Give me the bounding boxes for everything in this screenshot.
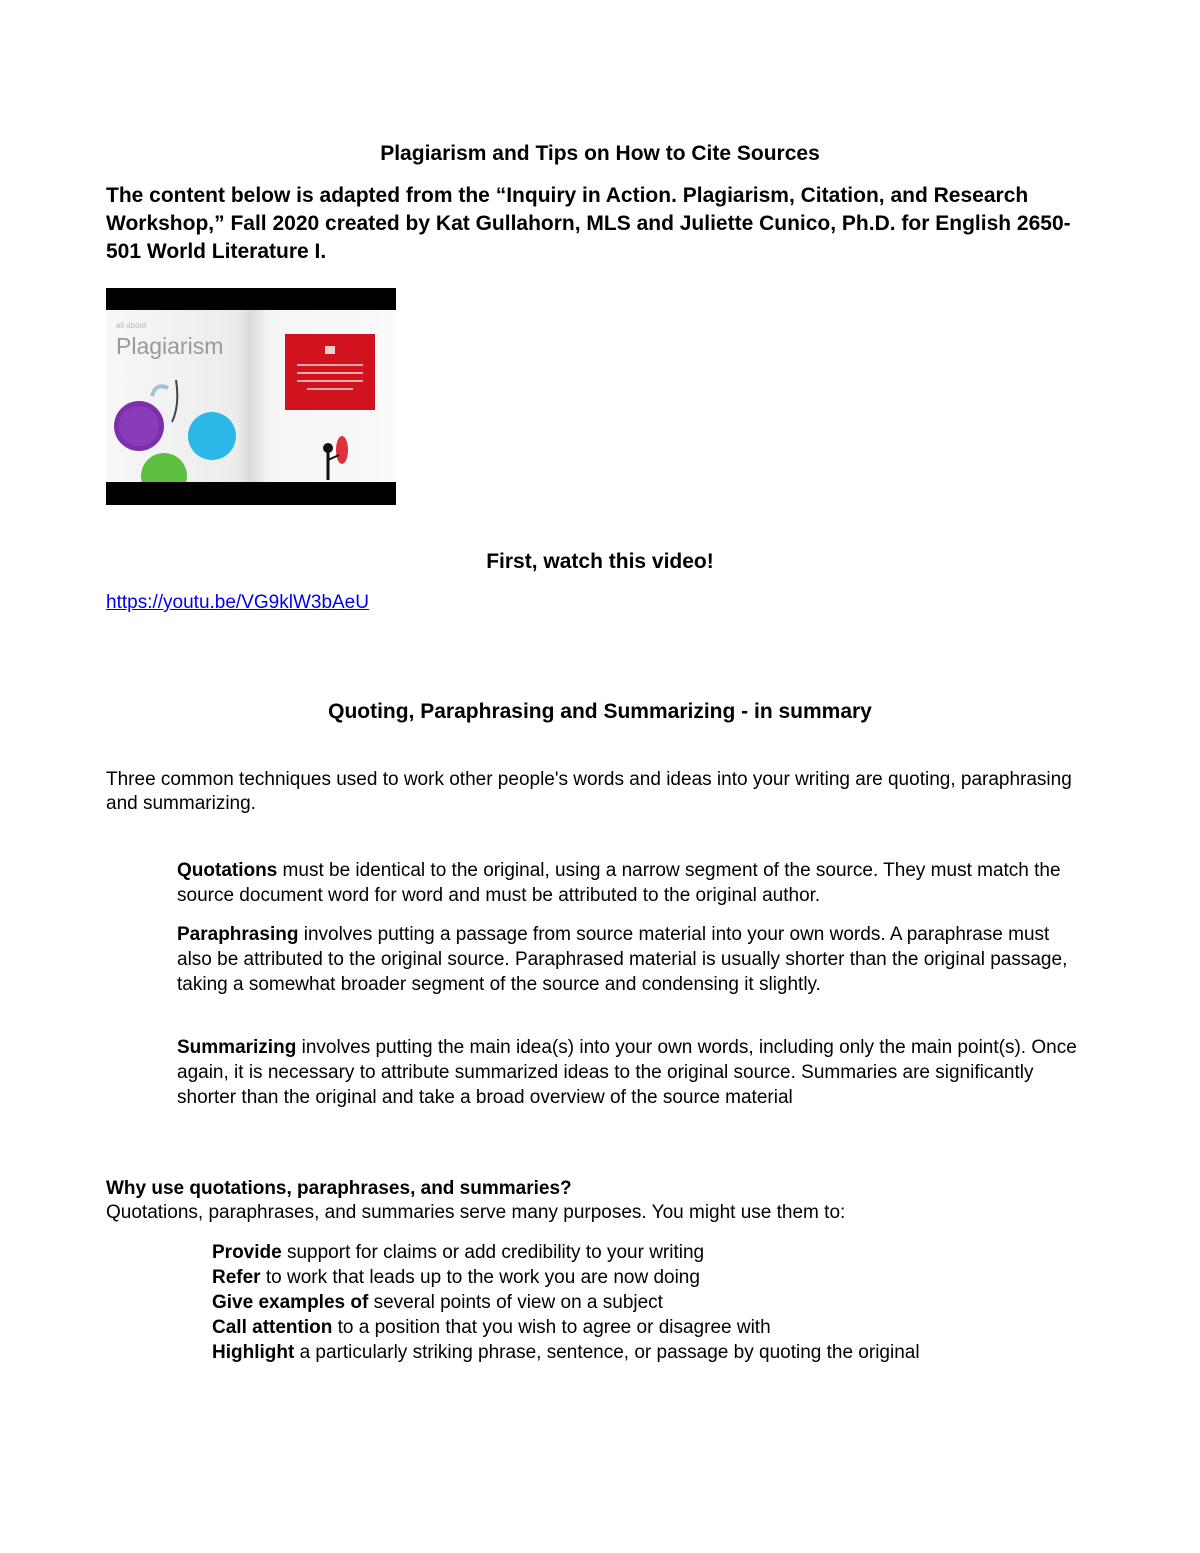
use-text: support for claims or add credibility to your writing — [281, 1242, 705, 1263]
definition-quotations — [177, 858, 1087, 908]
video-thumbnail[interactable] — [106, 288, 396, 505]
use-term: Call attention — [212, 1317, 333, 1338]
why-intro: Quotations, paraphrases, and summaries serve many purposes. You might use them to: — [106, 1202, 846, 1223]
thumbnail-left-illustration — [106, 310, 251, 482]
use-text: to a position that you wish to agree or disagree with — [332, 1317, 771, 1338]
definition-paraphrasing — [177, 922, 1087, 997]
thumbnail-heading: Plagiarism — [116, 333, 224, 359]
use-text: a particularly striking phrase, sentence, or passage by quoting the original — [294, 1342, 920, 1363]
thumbnail-left-page — [106, 310, 251, 482]
list-item — [212, 1340, 920, 1365]
definition-term: Summarizing — [177, 1037, 297, 1058]
use-term: Refer — [212, 1267, 261, 1288]
red-box-icon — [325, 346, 335, 354]
document-title: Plagiarism and Tips on How to Cite Sources — [380, 142, 820, 165]
list-item — [212, 1240, 920, 1265]
why-heading: Why use quotations, paraphrases, and summaries? — [106, 1178, 572, 1199]
definition-term: Paraphrasing — [177, 924, 299, 945]
section-intro: Three common techniques used to work other people's words and ideas into your writing are quoting, paraphrasing and summarizing. — [106, 769, 1072, 814]
intro-paragraph: The content below is adapted from the “Inquiry in Action. Plagiarism, Citation, and Research Workshop,” Fall 2020 created by Kat Gullahorn, MLS and Juliette Cunico, Ph.D. for English 2650-501 World Literature I. — [106, 184, 1071, 263]
use-text: several points of view on a subject — [368, 1292, 663, 1313]
purple-circle-inner — [119, 406, 159, 446]
thumbnail-right-page — [251, 310, 396, 482]
list-item — [212, 1265, 920, 1290]
definition-text: involves putting the main idea(s) into your own words, including only the main point(s). Once again, it is necessary to attribute summarized ideas to the original source. Summaries are significantly shorter than the original and take a broad overview of the source material — [177, 1037, 1077, 1108]
definition-text: involves putting a passage from source material into your own words. A paraphrase must also be attributed to the original source. Paraphrased material is usually shorter than the original passage, taking a somewhat broader segment of the source and condensing it slightly. — [177, 924, 1068, 995]
use-term: Provide — [212, 1242, 282, 1263]
use-term: Highlight — [212, 1342, 295, 1363]
thumbnail-right-illustration — [251, 310, 396, 482]
definition-summarizing — [177, 1035, 1087, 1110]
thumbnail-arrow-1 — [152, 386, 168, 396]
thumbnail-heading-small: all about — [116, 321, 147, 330]
list-item — [212, 1290, 920, 1315]
watch-video-heading: First, watch this video! — [486, 550, 714, 573]
uses-list — [212, 1240, 920, 1365]
list-item — [212, 1315, 920, 1340]
blue-circle — [188, 412, 236, 460]
definition-term: Quotations — [177, 860, 278, 881]
foam-finger — [336, 436, 348, 464]
video-link[interactable]: https://youtu.be/VG9klW3bAeU — [106, 592, 369, 613]
video-frame — [106, 310, 396, 482]
thumbnail-arrow-2 — [172, 380, 177, 422]
use-text: to work that leads up to the work you are now doing — [260, 1267, 700, 1288]
section-heading: Quoting, Paraphrasing and Summarizing - in summary — [328, 700, 872, 723]
use-term: Give examples of — [212, 1292, 369, 1313]
definition-text: must be identical to the original, using a narrow segment of the source. They must match the source document word for word and must be attributed to the original author. — [177, 860, 1061, 906]
green-circle — [141, 453, 187, 482]
